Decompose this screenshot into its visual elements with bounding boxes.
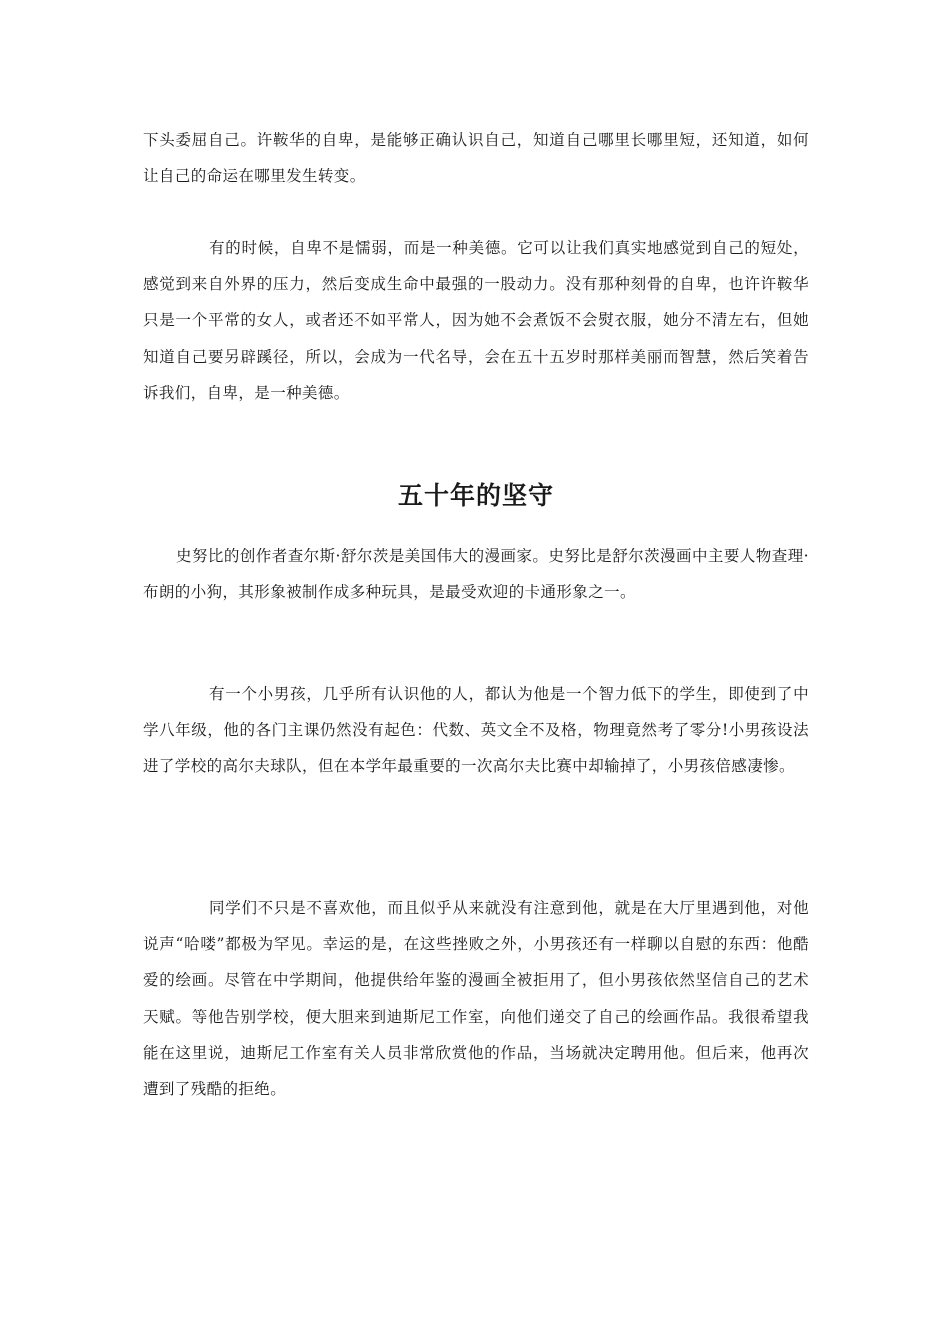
paragraph-4: 有一个小男孩，几乎所有认识他的人，都认为他是一个智力低下的学生，即使到了中学八年级，他的各门主课仍然没有起色：代数、英文全不及格，物理竟然考了零分!小男孩设法进了学校的高尔夫球队，但在本学年最重要的一次高尔夫比赛中却输掉了，小男孩倍感凄惨。 [143,685,809,776]
paragraph-3: 史努比的创作者查尔斯·舒尔茨是美国伟大的漫画家。史努比是舒尔茨漫画中主要人物查理·布朗的小狗，其形象被制作成多种玩具，是最受欢迎的卡通形象之一。 [143,547,809,602]
paragraph-5: 同学们不只是不喜欢他，而且似乎从来就没有注意到他，就是在大厅里遇到他，对他说声“哈喽”都极为罕见。幸运的是，在这些挫败之外，小男孩还有一样聊以自慰的东西：他酷爱的绘画。尽管在中学期间，他提供给年鉴的漫画全被拒用了，但小男孩依然坚信自己的艺术天赋。等他告别学校，便大胆来到迪斯尼工作室，向他们递交了自己的绘画作品。我很希望我能在这里说，迪斯尼工作室有关人员非常欣赏他的作品，当场就决定聘用他。但后来，他再次遭到了残酷的拒绝。 [143,899,809,1099]
paragraph-2: 有的时候，自卑不是懦弱，而是一种美德。它可以让我们真实地感觉到自己的短处，感觉到来自外界的压力，然后变成生命中最强的一股动力。没有那种刻骨的自卑，也许许鞍华只是一个平常的女人，或者还不如平常人，因为她不会煮饭不会熨衣服，她分不清左右，但她知道自己要另辟蹊径，所以，会成为一代名导，会在五十五岁时那样美丽而智慧，然后笑着告诉我们，自卑，是一种美德。 [143,239,809,402]
paragraph-1: 下头委屈自己。许鞍华的自卑，是能够正确认识自己，知道自己哪里长哪里短，还知道，如何让自己的命运在哪里发生转变。 [143,131,809,186]
section-heading: 五十年的坚守 [397,481,554,510]
